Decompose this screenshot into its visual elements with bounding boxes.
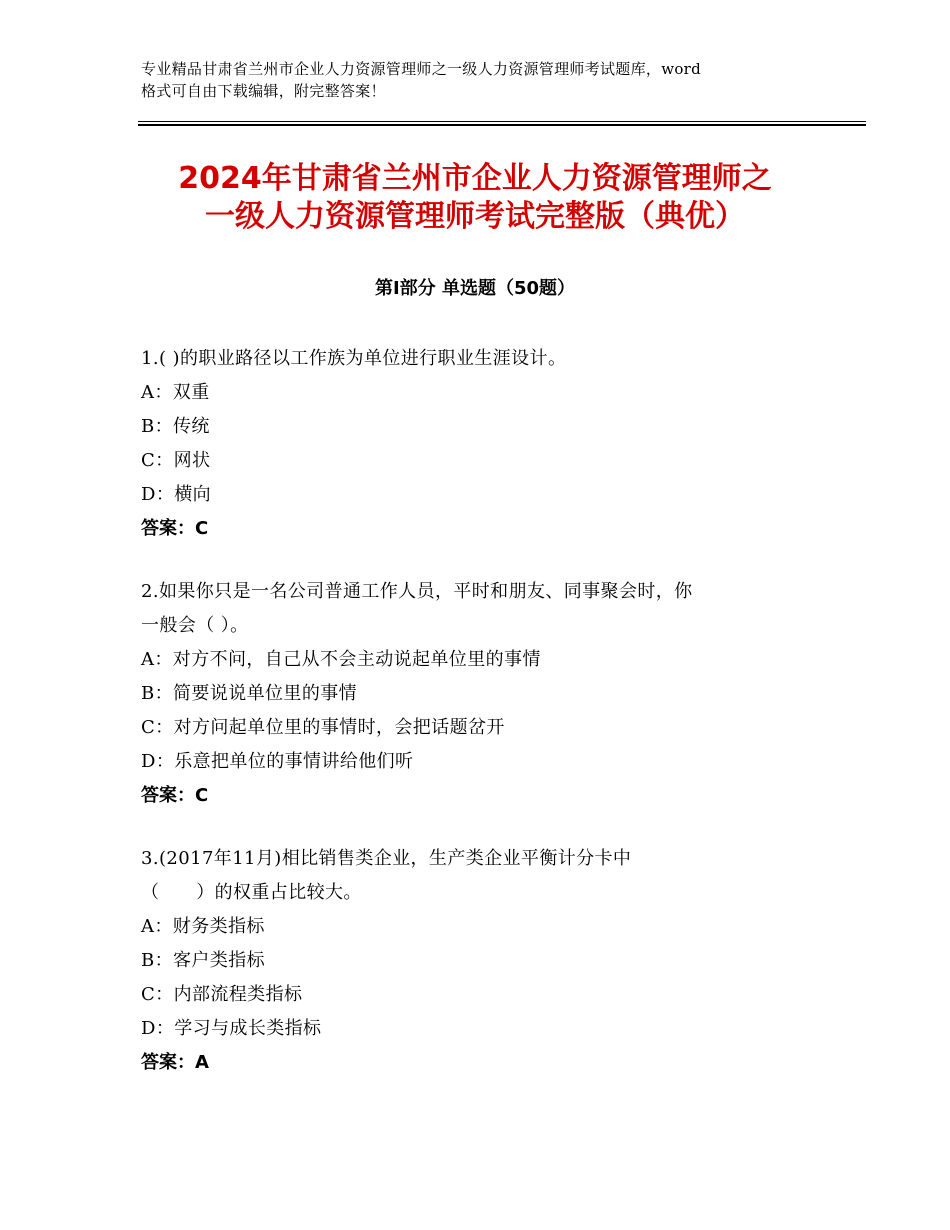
option-c: C：内部流程类指标 (141, 984, 303, 1005)
question-2 (141, 575, 841, 813)
question-stem: 2.如果你只是一名公司普通工作人员，平时和朋友、同事聚会时，你 (141, 581, 693, 602)
option-a: A：对方不问，自己从不会主动说起单位里的事情 (141, 649, 541, 670)
header-divider-thick (138, 124, 866, 126)
question-3 (141, 842, 841, 1080)
document-title (120, 160, 830, 236)
question-list (141, 342, 841, 1109)
answer: 答案：C (141, 518, 209, 539)
answer: 答案：C (141, 785, 209, 806)
header-note (141, 58, 831, 102)
document-title-line: 一级人力资源管理师考试完整版（典优） (205, 199, 745, 234)
header-note-line: 格式可自由下载编辑，附完整答案！ (141, 82, 386, 100)
question-stem: 3.(2017年11月)相比销售类企业，生产类企业平衡计分卡中 (141, 848, 632, 869)
option-c: C：对方问起单位里的事情时，会把话题岔开 (141, 717, 505, 738)
question-1 (141, 342, 841, 546)
question-stem: 1.( )的职业路径以工作族为单位进行职业生涯设计。 (141, 348, 567, 369)
option-d: D：学习与成长类指标 (141, 1018, 322, 1039)
option-a: A：财务类指标 (141, 916, 265, 937)
option-d: D：横向 (141, 484, 212, 505)
header-divider-thin (138, 121, 866, 122)
section-title: 第Ⅰ部分 单选题（50题） (374, 278, 575, 299)
option-b: B：客户类指标 (141, 950, 266, 971)
option-c: C：网状 (141, 450, 211, 471)
option-b: B：传统 (141, 416, 210, 437)
document-title-line: 2024年甘肃省兰州市企业人力资源管理师之 (178, 161, 772, 196)
answer: 答案：A (141, 1052, 209, 1073)
question-stem: （ ）的权重占比较大。 (141, 882, 362, 903)
question-stem: 一般会（ ）。 (141, 615, 249, 636)
option-b: B：简要说说单位里的事情 (141, 683, 358, 704)
option-d: D：乐意把单位的事情讲给他们听 (141, 751, 414, 772)
header-note-line: 专业精品甘肃省兰州市企业人力资源管理师之一级人力资源管理师考试题库，word (141, 60, 702, 78)
option-a: A：双重 (141, 382, 210, 403)
